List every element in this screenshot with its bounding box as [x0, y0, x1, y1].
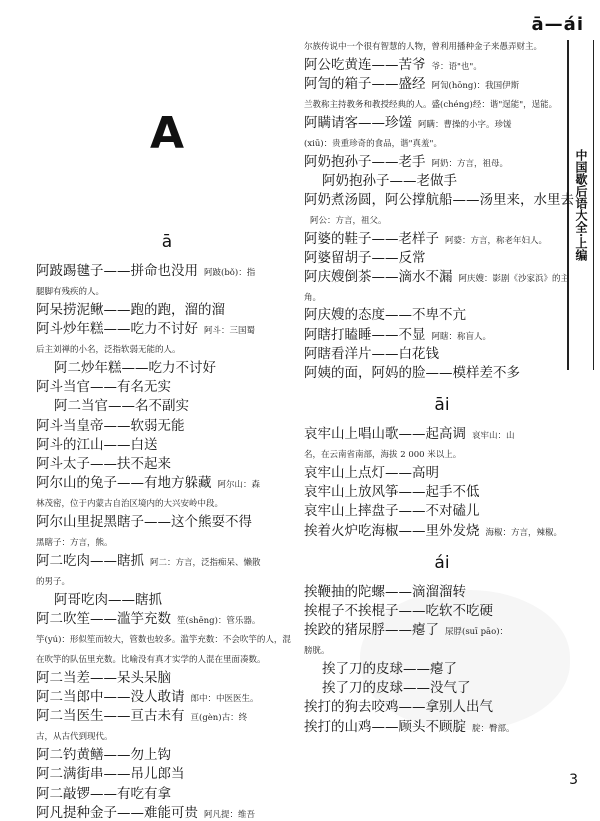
entry-note: 阿訇(hōng)：我国伊斯 — [431, 80, 520, 91]
entry-note: 阿奶：方言，祖母。 — [431, 158, 509, 169]
entry — [36, 511, 298, 530]
entry-note: 竽(yú)：形似笙而较大，管数也较多。滥竽充数：不会吹竽的人，混在吹竽的队伍里充数。比喻没有真才实学的人混在里面凑数。 — [36, 635, 291, 666]
entry — [304, 462, 580, 481]
entry-text: 哀牢山上点灯——高明 — [304, 465, 439, 481]
entry-text: 阿呆捞泥鳅——跑的跑，溜的溜 — [36, 301, 225, 318]
right-entry-list-top — [304, 34, 580, 381]
entry-note: 爷：语"也"。 — [431, 61, 482, 72]
entry-text: 阿瞒请客——珍馐 — [304, 114, 412, 131]
entry — [36, 569, 298, 589]
entry-note: 海椒：方言，辣椒。 — [485, 527, 563, 538]
entry-text: 挨了刀的皮球——没气了 — [322, 680, 471, 697]
entry — [36, 686, 298, 705]
entry-note: 黑瞎子：方言，熊。 — [36, 538, 113, 549]
entry-text: 阿二当医生——亘古未有 — [36, 708, 185, 725]
entry — [36, 318, 298, 337]
entry — [304, 304, 580, 323]
entry — [36, 627, 298, 667]
right-entry-list-ai2 — [304, 581, 580, 735]
entry — [36, 376, 298, 395]
entry-note: 腚：臀部。 — [472, 723, 515, 734]
entry — [304, 189, 580, 227]
entry — [304, 481, 580, 500]
entry-text: 阿二当郎中——没人敢请 — [36, 689, 185, 706]
entry — [304, 54, 580, 73]
entry — [36, 260, 298, 279]
entry — [36, 744, 298, 763]
entry-text: 挨鞭抽的陀螺——滴溜溜转 — [304, 583, 466, 600]
entry-note: 阿瞒：曹操的小字。珍馐 — [418, 119, 512, 130]
section-heading-a: ā — [161, 232, 173, 252]
entry — [36, 589, 298, 608]
entry-note: 的男子。 — [36, 577, 71, 588]
entry-text: 阿庆嫂倒茶——滴水不漏 — [304, 268, 453, 285]
entry — [36, 491, 298, 511]
entry — [304, 696, 580, 715]
entry-note: 郎中：中医医生。 — [190, 694, 259, 705]
entry-text: 阿庆嫂的态度——不卑不亢 — [304, 307, 466, 324]
entry-text: 阿瞎打瞌睡——不显 — [304, 326, 426, 343]
entry-text: 阿二当官——名不副实 — [54, 398, 189, 415]
entry-text: 阿二钓黄鳝——勿上钩 — [36, 747, 171, 764]
entry-text: 阿公吃黄连——苦爷 — [304, 56, 426, 73]
entry-note: 阿公：方言，祖父。 — [310, 216, 387, 227]
entry-text: 阿二敲锣——有吃有拿 — [36, 785, 171, 802]
entry — [304, 520, 580, 539]
entry — [36, 279, 298, 299]
entry-text: 阿奶煮汤圆，阿公撑航船——汤里来，水里去 — [304, 192, 574, 209]
entry — [304, 600, 580, 619]
entry — [304, 638, 580, 658]
entry — [36, 337, 298, 357]
entry — [36, 434, 298, 453]
entry-note: 亘(gèn)古：终 — [190, 713, 248, 724]
entry-text: 阿凡提种金子——难能可贵 — [36, 804, 198, 821]
section-heading-ai1: āi — [434, 395, 450, 416]
entry — [36, 783, 298, 802]
entry-note: 阿跛(bǒ)：指 — [204, 268, 256, 278]
entry — [36, 667, 298, 686]
entry — [36, 724, 298, 744]
entry — [36, 705, 298, 724]
entry-text: 阿斗当官——有名无实 — [36, 379, 171, 396]
entry-text: 哀牢山上唱山歌——起高调 — [304, 426, 466, 443]
entry-text: 阿尔山的兔子——有地方躲藏 — [36, 475, 212, 492]
entry-text: 阿訇的箱子——盛经 — [304, 75, 426, 92]
entry — [304, 343, 580, 362]
entry-note: 后主刘禅的小名，泛指软弱无能的人。 — [36, 345, 181, 356]
entry — [304, 112, 580, 131]
book-title-side-tab: 中国歇后语大全·上编 — [567, 40, 594, 370]
entry — [36, 530, 298, 550]
entry-text: 挨跤的猪尿脬——瘪了 — [304, 622, 439, 639]
entry-text: 阿斗炒年糕——吃力不讨好 — [36, 321, 198, 338]
entry-text: 挨了刀的皮球——瘪了 — [322, 661, 457, 678]
entry — [304, 442, 580, 462]
entry-note: 阿凡提：维吾 — [204, 809, 256, 820]
entry — [304, 677, 580, 696]
entry-note: 腿脚有残疾的人。 — [36, 287, 105, 298]
entry — [36, 299, 298, 318]
entry-text: 阿婆的鞋子——老样子 — [304, 230, 439, 247]
page-header-range: ā—ái — [531, 14, 584, 35]
right-column — [304, 34, 580, 735]
entry-note: 笙(shēng)：管乐器。 — [177, 616, 261, 627]
entry — [304, 423, 580, 442]
entry — [304, 500, 580, 519]
entry-text: 挨打的山鸡——顾头不顾腚 — [304, 718, 466, 735]
entry — [36, 608, 298, 627]
entry-note: 哀牢山：山 — [472, 431, 515, 442]
entry-text: 阿奶抱孙子——老做手 — [322, 173, 457, 189]
right-entry-list-ai1 — [304, 423, 580, 539]
chapter-letter: A — [150, 108, 185, 159]
entry — [304, 581, 580, 600]
page-number: 3 — [569, 772, 578, 788]
entry — [36, 472, 298, 491]
entry — [36, 763, 298, 782]
entry-note: (xiū)：贵重珍奇的食品，谐"真羞"。 — [304, 139, 442, 150]
entry-text: 阿斗太子——扶不起来 — [36, 456, 171, 472]
entry-note: 阿婆：方言，称老年妇人。 — [445, 235, 548, 246]
entry-text: 阿斗当皇帝——软弱无能 — [36, 417, 185, 434]
entry — [304, 151, 580, 170]
entry-note: 膀胱。 — [304, 646, 330, 657]
entry-note: 阿斗：三国蜀 — [204, 326, 256, 337]
entry-text: 阿哥吃肉——瞎抓 — [54, 592, 162, 608]
entry-text: 阿二当差——呆头呆脑 — [36, 669, 171, 686]
entry-text: 阿瞎看洋片——白花钱 — [304, 345, 439, 362]
entry — [304, 170, 580, 189]
entry-text: 阿二炒年糕——吃力不讨好 — [54, 360, 216, 377]
entry-note: 阿尔山：森 — [217, 480, 261, 491]
entry — [304, 619, 580, 638]
left-column — [36, 232, 298, 821]
entry-note: 阿二：方言，泛指痴呆、懒散 — [150, 558, 261, 569]
entry — [304, 266, 580, 304]
entry — [304, 92, 580, 112]
entry-text: 阿斗的江山——白送 — [36, 436, 158, 453]
entry — [304, 716, 580, 735]
section-heading-ai2: ái — [434, 552, 450, 573]
entry-note: 兰教称主持教务和教授经典的人。盛(chéng)经：谐"逞能"，逞能。 — [304, 100, 558, 111]
entry-note: 阿庆嫂：影剧《沙家浜》的主角。 — [304, 273, 570, 304]
entry — [304, 247, 580, 266]
entry — [304, 228, 580, 247]
entry-text: 挨棍子不挨棍子——吃软不吃硬 — [304, 602, 493, 619]
entry-text: 阿姨的面，阿妈的脸——模样差不多 — [304, 364, 520, 381]
entry-note: 阿瞎：称盲人。 — [431, 331, 492, 342]
entry — [36, 802, 298, 821]
entry — [304, 324, 580, 343]
entry-text: 阿婆留胡子——反常 — [304, 249, 426, 266]
entry-text: 阿尔山里捉黑瞎子——这个熊耍不得 — [36, 514, 252, 531]
entry-text: 阿二满街串——吊儿郎当 — [36, 766, 185, 783]
entry-text: 阿二吹笙——滥竽充数 — [36, 611, 171, 628]
entry-text: 哀牢山上摔盘子——不对磕儿 — [304, 503, 480, 520]
entry-note: 名，在云南省南部，海拔 2 000 米以上。 — [304, 450, 462, 461]
entry — [36, 453, 298, 472]
entry-text: 挨打的狗去咬鸡——拿别人出气 — [304, 699, 493, 716]
entry — [36, 395, 298, 414]
entry-text: 阿奶抱孙子——老手 — [304, 153, 426, 170]
entry-note: 林茂密，位于内蒙古自治区境内的大兴安岭中段。 — [36, 499, 224, 510]
entry — [304, 131, 580, 151]
entry-text: 哀牢山上放风筝——起手不低 — [304, 484, 480, 501]
entry-note: 尔族传说中一个很有智慧的人物，曾利用播种金子来愚弄财主。 — [304, 42, 543, 52]
entry — [36, 550, 298, 569]
entry — [304, 362, 580, 381]
entry-note: 古，从古代到现代。 — [36, 732, 113, 743]
entry — [36, 415, 298, 434]
entry-text: 挨着火炉吃海椒——里外发烧 — [304, 522, 480, 539]
entry — [304, 658, 580, 677]
entry-text: 阿跛踢毽子——拼命也没用 — [36, 263, 198, 279]
entry — [304, 73, 580, 92]
entry — [304, 34, 580, 54]
entry-note: 尿脬(suī pāo)： — [445, 627, 509, 638]
entry-text: 阿二吃肉——瞎抓 — [36, 553, 144, 570]
entry — [36, 357, 298, 376]
left-entry-list — [36, 260, 298, 821]
